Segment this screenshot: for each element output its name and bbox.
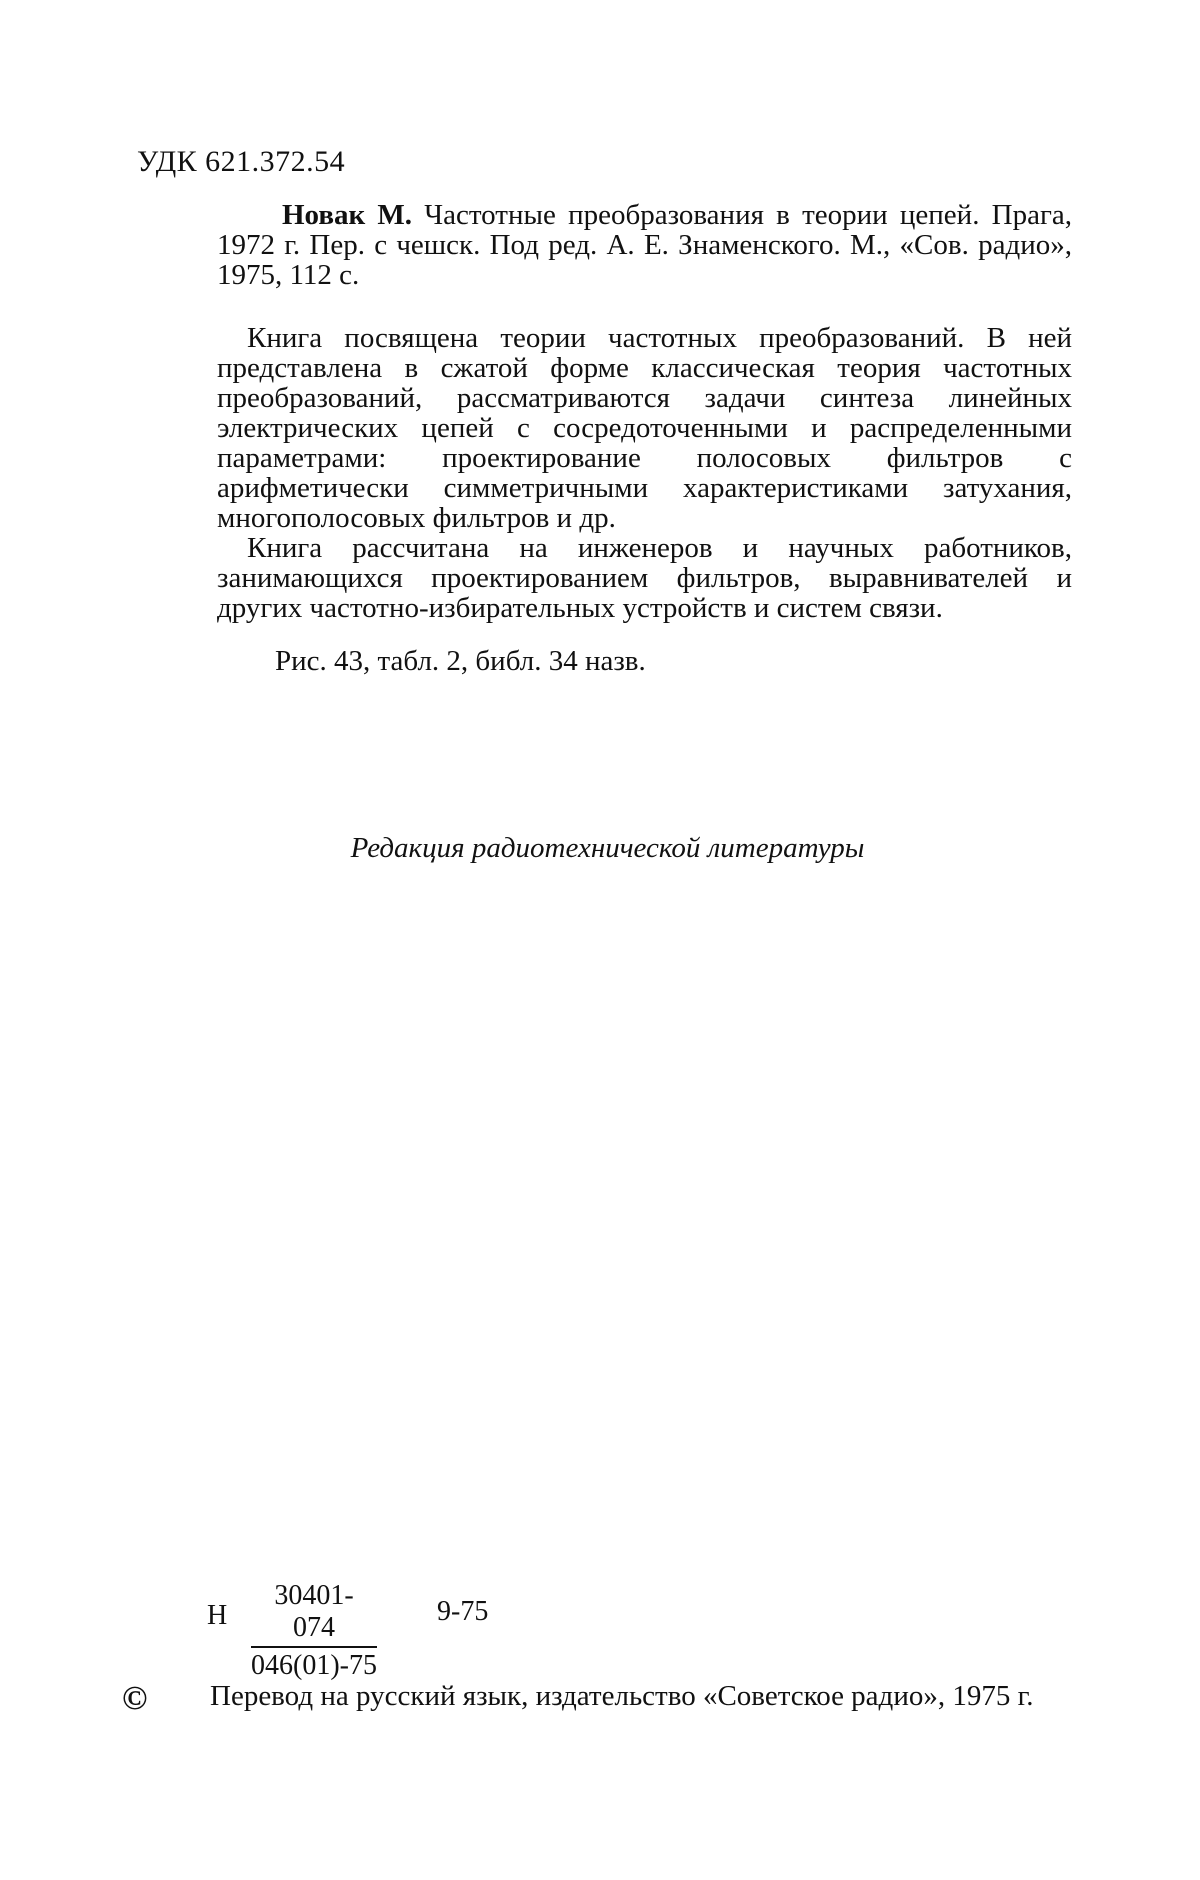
index-numerator: 30401-074 [251, 1580, 377, 1648]
index-suffix: 9-75 [437, 1596, 489, 1627]
abstract-paragraph-1: Книга посвящена теории частотных преобразований. В ней представлена в сжатой форме классическая теория частотных преобразований, рассматриваются задачи синтеза линейных электрических цепей с сосредоточенными и распределенными параметрами: проектирование полосовых фильтров с арифметически симметричными характеристиками затухания, многополосовых фильтров и др. [217, 322, 1072, 534]
index-letter: Н [207, 1600, 228, 1631]
copyright-icon: © [122, 1680, 148, 1717]
figures-note: Рис. 43, табл. 2, библ. 34 назв. [275, 645, 646, 677]
abstract-paragraph-2: Книга рассчитана на инженеров и научных работников, занимающихся проектированием фильтров, выравнивателей и других частотно-избирательных устройств и систем связи. [217, 532, 1072, 624]
abstract [217, 323, 1072, 623]
copyright-text: Перевод на русский язык, издательство «Советское радио», 1975 г. [210, 1680, 1034, 1712]
index-fraction [251, 1580, 377, 1682]
author-name: Новак М. [282, 199, 413, 231]
bibliographic-record [217, 200, 1072, 290]
udk-code: УДК 621.372.54 [137, 145, 346, 178]
bibliographic-text: Частотные преобразования в теории цепей. Прага, 1972 г. Пер. с чешск. Под ред. А. Е. Знаменского. М., «Сов. радио», 1975, 112 с. [217, 199, 1073, 291]
index-denominator: 046(01)-75 [251, 1650, 377, 1681]
editorial-office: Редакция радиотехнической литературы [350, 832, 865, 864]
